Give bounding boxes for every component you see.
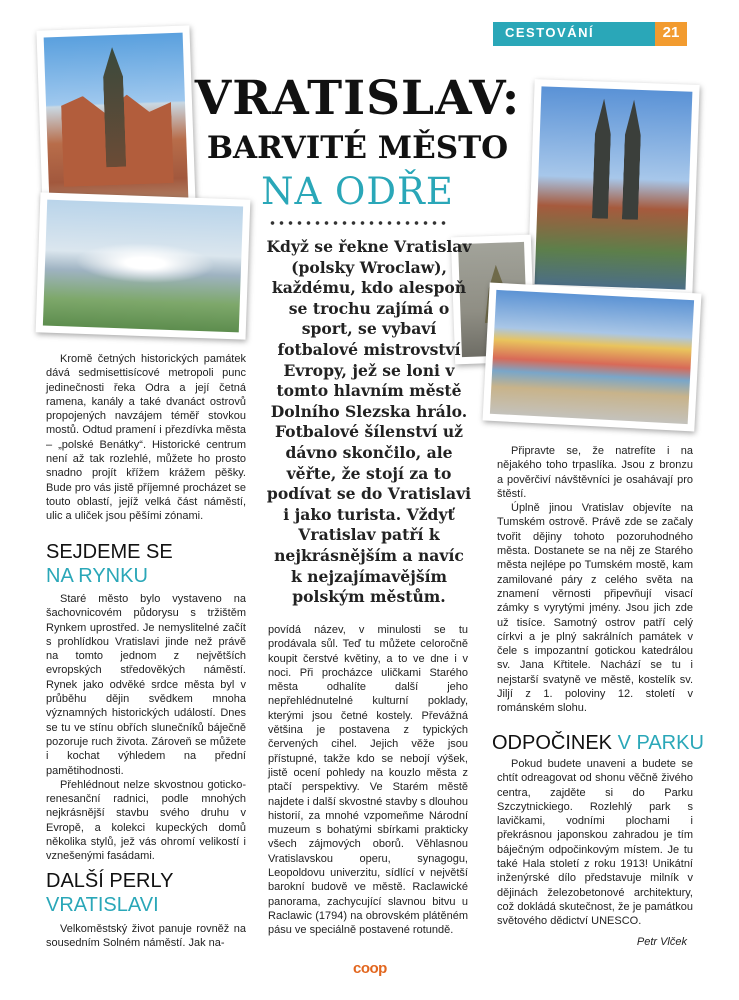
paragraph: povídá název, v minulosti se tu prodávala sůl. Teď tu můžete celoročně koupit čerstvé květiny, a to ve dne i v noci. Při procházce uličkami Starého města odhalíte další jeho nepřehlédnutelné kulturní poklady, kterými jsou četné kostely. Převážná většina je postavena z typických červených cihel. Jejich věže jsou přístupné, takže kdo se nebojí výšek, jistě ocení pohledy na kouzlo města z ptačí perspektivy. Ve Starém městě najdete i další skvostné stavby s dlouhou historií, za mnohé vzpomeňme Národní muzeum s bohatými sbírkami prakticky všech zájmových oborů. Věhlasnou Vratislavskou operu, synagogu, Leopoldovu univerzitu, sídlící v největší barokní budově ve městě. Raclawické panorama, zachycující slavnou bitvu u Raclawic (1794) na obrovském plátěném pásu ve speciálně postavené rotundě. <box>268 624 468 937</box>
subheading-perly <box>46 869 173 919</box>
subheading-accent: NA RYNKU <box>46 565 148 587</box>
paragraph: Staré město bylo vystaveno na šachovnicovém půdorysu s tržištěm Rynkem uprostřed. Je nemyslitelné začít s prohlídkou Vratislavi jinde než právě na tomto jednom z největších evropských středověkých náměstí. Rynek jako odvěké srdce města byl v průběhu dějin svědkem mnoha významných historických událostí. Dnes se tu ve stínu obřích slunečníků báječně pozoruje ruch života. Zároveň se můžete i kochat výhledem na přední pamětihodnosti. <box>46 593 246 777</box>
paragraph: Velkoměstský život panuje rovněž na sousedním Solném náměstí. Jak na- <box>46 923 246 950</box>
body-column-3-top <box>497 444 693 716</box>
body-column-1-end <box>46 922 246 951</box>
subheading-accent: V PARKU <box>617 732 704 754</box>
paragraph: Kromě četných historických památek dává sedmisettisícové metropoli punc jedinečnosti řeka Odra a její četná ramena, kanály a také dvanáct ostrovů propojených navzájem téměř stovkou mostů. Odtud pramení i přezdívka města – „polské Benátky“. Historické centrum není až tak rozlehlé, můžete ho prosto snadno projít křížem krážem pěšky. Bude pro vás jistě příjemné procházet se touto oblastí, jejíž velká část náměstí, ulic a uliček jsou pěšími zónami. <box>46 353 246 523</box>
article-title <box>185 71 530 226</box>
section-header <box>493 22 687 46</box>
body-column-2 <box>268 623 468 938</box>
paragraph: Přehlédnout nelze skvostnou goticko-renesanční radnici, podle mnohých nejkrásnější stavbu svého druhu v Evropě, a kolekci kupeckých domů několika stylů, jež vás ohromí velikostí i vznešenými fasádami. <box>46 778 246 863</box>
title-line-3: NA ODŘE <box>261 170 454 213</box>
page-number: 21 <box>655 22 687 46</box>
subheading-dark: ODPOČINEK <box>492 732 613 754</box>
lead-paragraph: Když se řekne Vratislav (polsky Wroclaw), každému, kdo alespoň se trochu zajímá o sport, se vybaví fotbalové mistrovství Evropy, jež se loni v tomto hlavním městě Dolního Slezska hrálo. Fotbalové šílenství už dávno skončilo, ale věřte, že stojí za to podívat se do Vratislavi i jako turista. Vždyť Vratislav patří k nejkrásnějším a navíc k nejzajímavějším polským městům. <box>266 237 472 607</box>
subheading-park <box>492 731 704 755</box>
subheading-accent: VRATISLAVI <box>46 894 159 916</box>
paragraph: Úplně jinou Vratislav objevíte na Tumském ostrově. Právě zde se začaly tvořit dějiny tohoto pozoruhodného města. Dostanete se na něj ze Starého města nejlépe po Tumském mostě, kam zamilované páry z celého světa na znamení věrnosti připevňují visací zámky s vyrytými jmény. Jsou jich zde už tisíce. Samotný ostrov patří celý církvi a je plný sakrálních památek v čele s impozantní gotickou katedrálou sv. Jana Křtitele. Nachází se tu i nejstarší svatyně ve městě, kostelík sv. Jiljí z 1. poloviny 12. století v románském slohu. <box>497 502 693 715</box>
paragraph: Pokud budete unaveni a budete se chtít odreagovat od shonu věčně živého centra, zajděte si do Parku Szczytnickiego. Rozlehlý park s lavičkami, vodními plochami i překrásnou japonskou zahradou je tím báječným odpočinkovým místem. Je tu také Hala století z roku 1913! Unikátní inženýrské dílo představuje milník v dějinách železobetonové architektury, což dokládá skutečnost, že je památkou světového dědictví UNESCO. <box>497 758 693 928</box>
subheading-rynek <box>46 540 173 590</box>
subheading-dark: DALŠÍ PERLY <box>46 870 174 892</box>
author-signature: Petr Vlček <box>636 936 687 948</box>
photo-market-square <box>483 283 702 432</box>
photo-cathedral <box>527 79 699 297</box>
title-divider <box>268 220 448 226</box>
coop-logo: coop <box>353 960 387 977</box>
paragraph: Připravte se, že natrefíte i na nějakého toho trpaslíka. Jsou z bronzu a pověrčiví návštěvníci je osahávají pro štěstí. <box>497 445 693 500</box>
body-column-1-rynek <box>46 592 246 864</box>
title-line-2: BARVITÉ MĚSTO <box>206 130 509 166</box>
section-label: CESTOVÁNÍ <box>493 22 655 46</box>
subheading-dark: SEJDEME SE <box>46 541 173 563</box>
body-column-3-park <box>497 757 693 929</box>
body-column-1-intro <box>46 352 246 524</box>
title-line-1: VRATISLAV: <box>194 71 521 126</box>
